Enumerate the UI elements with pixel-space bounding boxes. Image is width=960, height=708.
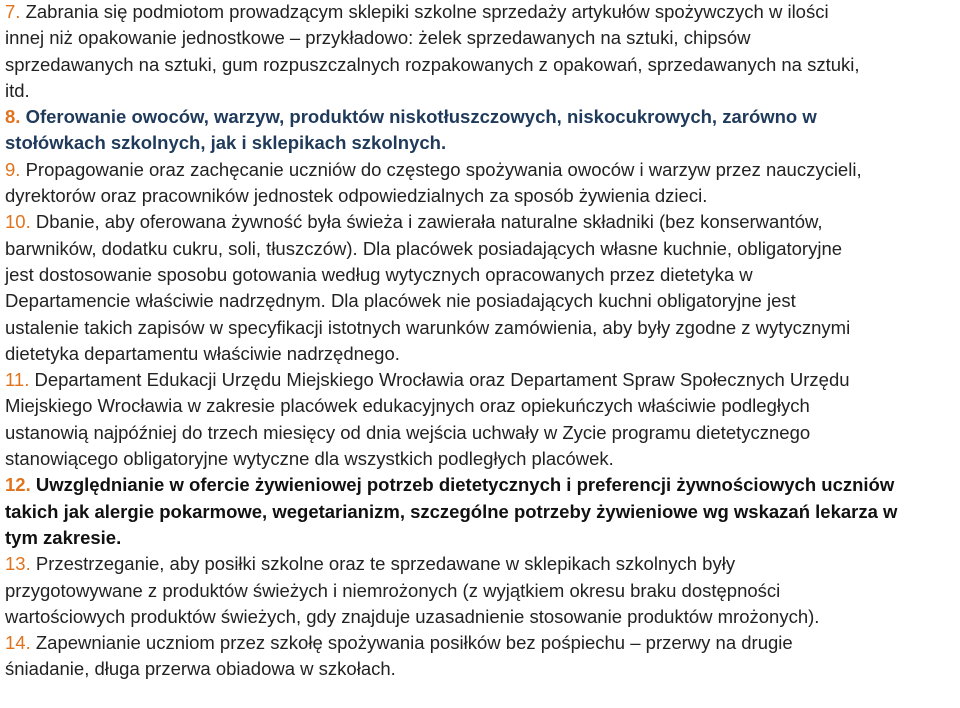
item-10-line-3: jest dostosowanie sposobu gotowania według wytycznych opracowanych przez dietetyka w: [5, 263, 753, 285]
item-8-number: 8.: [5, 106, 21, 128]
document-body: [5, 0, 957, 683]
item-13-text-1: Przestrzeganie, aby posiłki szkolne oraz te sprzedawane w sklepikach szkolnych były: [30, 553, 736, 575]
item-9-text-1: Propagowanie oraz zachęcanie uczniów do częstego spożywania owoców i warzyw przez nauczycieli,: [20, 158, 862, 180]
item-8-text-1: Oferowanie owoców, warzyw, produktów niskotłuszczowych, niskocukrowych, zarówno w: [20, 106, 817, 128]
item-11-line-3: ustanowią najpóźniej do trzech miesięcy od dnia wejścia uchwały w Zycie programu dietetycznego: [5, 421, 811, 443]
item-12-text-1: Uwzględnianie w ofercie żywieniowej potrzeb dietetycznych i preferencji żywnościowych uczniów: [30, 474, 895, 496]
item-9-line-2: dyrektorów oraz pracowników jednostek odpowiedzialnych za sposób żywienia dzieci.: [5, 185, 708, 207]
item-10: [5, 209, 957, 367]
item-13-number: 13.: [5, 553, 31, 575]
item-10-line-5: ustalenie takich zapisów w specyfikacji istotnych warunków zamówienia, aby były zgodne z wytycznymi: [5, 316, 851, 338]
item-8-line-2: stołówkach szkolnych, jak i sklepikach szkolnych.: [5, 132, 447, 154]
item-10-line-2: barwników, dodatku cukru, soli, tłuszczów). Dla placówek posiadających własne kuchnie, obligatoryjne: [5, 237, 843, 259]
item-12-line-2: takich jak alergie pokarmowe, wegetarianizm, szczególne potrzeby żywieniowe wg wskazań lekarza w: [5, 500, 898, 522]
item-10-line-6: dietetyka departamentu właściwie nadrzędnego.: [5, 342, 400, 364]
item-10-line-1: [5, 209, 957, 235]
item-7-line-2: innej niż opakowanie jednostkowe – przykładowo: żelek sprzedawanych na sztuki, chipsów: [5, 27, 751, 49]
item-11-text-1: Departament Edukacji Urzędu Miejskiego Wrocławia oraz Departament Spraw Społecznych Urzędu: [29, 369, 850, 391]
item-12-line-3: tym zakresie.: [5, 526, 122, 548]
item-11-line-2: Miejskiego Wrocławia w zakresie placówek edukacyjnych oraz opiekuńczych właściwie podległych: [5, 395, 810, 417]
item-14-line-2: śniadanie, długa przerwa obiadowa w szkołach.: [5, 658, 396, 680]
item-9: [5, 157, 957, 210]
item-7-number: 7.: [5, 1, 21, 22]
item-12-line-1: [5, 472, 957, 498]
item-13-line-1: [5, 551, 957, 577]
item-7-line-4: itd.: [5, 79, 30, 101]
item-11-number: 11.: [5, 369, 30, 391]
item-10-text-1: Dbanie, aby oferowana żywność była świeża i zawierała naturalne składniki (bez konserwantów,: [30, 211, 823, 233]
item-14: [5, 630, 957, 683]
item-10-number: 10.: [5, 211, 31, 233]
item-11-line-4: stanowiącego obligatoryjne wytyczne dla wszystkich podległych placówek.: [5, 448, 614, 470]
item-13-line-2: przygotowywane z produktów świeżych i niemrożonych (z wyjątkiem okresu braku dostępności: [5, 579, 781, 601]
item-7-line-1: [5, 0, 957, 25]
item-14-text-1: Zapewnianie uczniom przez szkołę spożywania posiłków bez pośpiechu – przerwy na drugie: [30, 632, 793, 654]
item-14-number: 14.: [5, 632, 31, 654]
item-7: [5, 0, 957, 104]
item-11: [5, 367, 957, 472]
item-8: [5, 104, 957, 157]
item-12: [5, 472, 957, 551]
item-13-line-3: wartościowych produktów świeżych, gdy znajduje uzasadnienie stosowanie produktów mrożonych).: [5, 605, 820, 627]
item-7-text-1: Zabrania się podmiotom prowadzącym sklepiki szkolne sprzedaży artykułów spożywczych w ilości: [20, 1, 829, 22]
item-12-number: 12.: [5, 474, 31, 496]
item-14-line-1: [5, 630, 957, 656]
item-9-line-1: [5, 157, 957, 183]
item-10-line-4: Departamencie właściwie nadrzędnym. Dla placówek nie posiadających kuchni obligatoryjne jest: [5, 290, 796, 312]
item-13: [5, 551, 957, 630]
item-8-line-1: [5, 104, 957, 130]
item-9-number: 9.: [5, 158, 21, 180]
item-11-line-1: [5, 367, 957, 393]
item-7-line-3: sprzedawanych na sztuki, gum rozpuszczalnych rozpakowanych z opakowań, sprzedawanych na sztuki,: [5, 53, 860, 75]
